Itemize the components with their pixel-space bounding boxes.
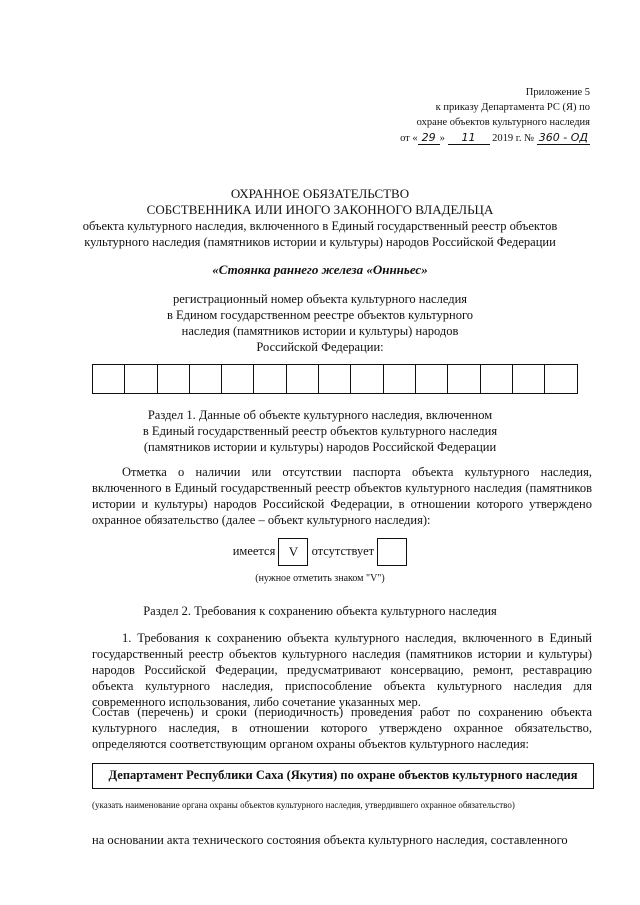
- title-subtitle: объекта культурного наследия, включенного в Единый государственный реестр объектов культурного наследия (памятников истории и культуры) народов Российской Федерации: [82, 219, 558, 249]
- title-line1: ОХРАННОЕ ОБЯЗАТЕЛЬСТВО: [230, 186, 410, 201]
- exists-label: имеется: [232, 543, 276, 558]
- section1-heading: Раздел 1. Данные об объекте культурного наследия, включенном в Единый государственный реестр объектов культурного наследия (памятников истории и культуры) народов Российской Федерации: [142, 408, 498, 454]
- annex-line2: к приказу Департамента РС (Я) по: [435, 102, 590, 113]
- reg-cell[interactable]: [481, 365, 513, 393]
- passport-choice: [0, 538, 640, 566]
- reg-cell[interactable]: [351, 365, 383, 393]
- basis-paragraph: на основании акта технического состояния объекта культурного наследия, составленного: [92, 833, 568, 847]
- reg-cell[interactable]: [254, 365, 286, 393]
- composition-paragraph: Состав (перечень) и сроки (периодичность) проведения работ по сохранению объекта культурного наследия, в отношении которого утверждено охранное обязательство, определяются соответствующим органом охраны объектов культурного наследия:: [92, 705, 592, 751]
- reg-cell[interactable]: [93, 365, 125, 393]
- annex-date-line: от « 29 » 11 2019 г. № 360 - ОД: [400, 131, 588, 144]
- reg-cell[interactable]: [190, 365, 222, 393]
- section2-heading: Раздел 2. Требования к сохранению объекта культурного наследия: [143, 604, 497, 618]
- annex-day: 29: [418, 131, 440, 145]
- title-line2: СОБСТВЕННИКА ИЛИ ИНОГО ЗАКОННОГО ВЛАДЕЛЬЦА: [146, 202, 494, 217]
- absent-label: отсутствует: [311, 543, 375, 558]
- document-title: [0, 186, 640, 218]
- annex-year: 2019 г. №: [492, 133, 535, 144]
- annex-header: [400, 85, 590, 146]
- exists-checkbox[interactable]: V: [278, 538, 308, 566]
- reg-cell[interactable]: [545, 365, 577, 393]
- reg-cell[interactable]: [416, 365, 448, 393]
- reg-cell[interactable]: [222, 365, 254, 393]
- authority-hint: (указать наименование органа охраны объектов культурного наследия, утвердившего охранное обязательство): [92, 800, 515, 810]
- object-name: «Стоянка раннего железа «Оннньес»: [212, 262, 428, 277]
- item1-paragraph: 1. Требования к сохранению объекта культурного наследия, включенного в Единый государственный реестр объектов культурного наследия (памятников истории и культуры) народов Российской Федерации, предусматривают консервацию, ремонт, реставрацию объекта культурного наследия, приспособление объекта культурного наследия для современного использования, либо сочетание указанных мер.: [92, 631, 592, 709]
- reg-cell[interactable]: [319, 365, 351, 393]
- reg-cell[interactable]: [448, 365, 480, 393]
- reg-cell[interactable]: [287, 365, 319, 393]
- annex-number: 360 - ОД: [538, 131, 588, 144]
- annex-month: 11: [448, 131, 490, 145]
- authority-name-box: Департамент Республики Саха (Якутия) по охране объектов культурного наследия: [92, 763, 594, 789]
- passport-paragraph: Отметка о наличии или отсутствии паспорта объекта культурного наследия, включенного в Единый государственный реестр объектов культурного наследия (памятников истории и культуры) народов Российской Федерации, в отношении которого утверждено охранное обязательство (далее – объект культурного наследия):: [92, 465, 592, 527]
- reg-cell[interactable]: [384, 365, 416, 393]
- registration-number-cells: [92, 364, 578, 394]
- reg-cell[interactable]: [125, 365, 157, 393]
- registration-caption: регистрационный номер объекта культурного наследия в Едином государственном реестре объектов культурного наследия (памятников истории и культуры) народов Российской Федерации:: [166, 292, 474, 354]
- annex-line1: Приложение 5: [525, 87, 590, 98]
- annex-line3: охране объектов культурного наследия: [416, 117, 590, 128]
- reg-cell[interactable]: [513, 365, 545, 393]
- reg-cell[interactable]: [158, 365, 190, 393]
- absent-checkbox[interactable]: [377, 538, 407, 566]
- passport-hint: (нужное отметить знаком "V"): [255, 573, 385, 584]
